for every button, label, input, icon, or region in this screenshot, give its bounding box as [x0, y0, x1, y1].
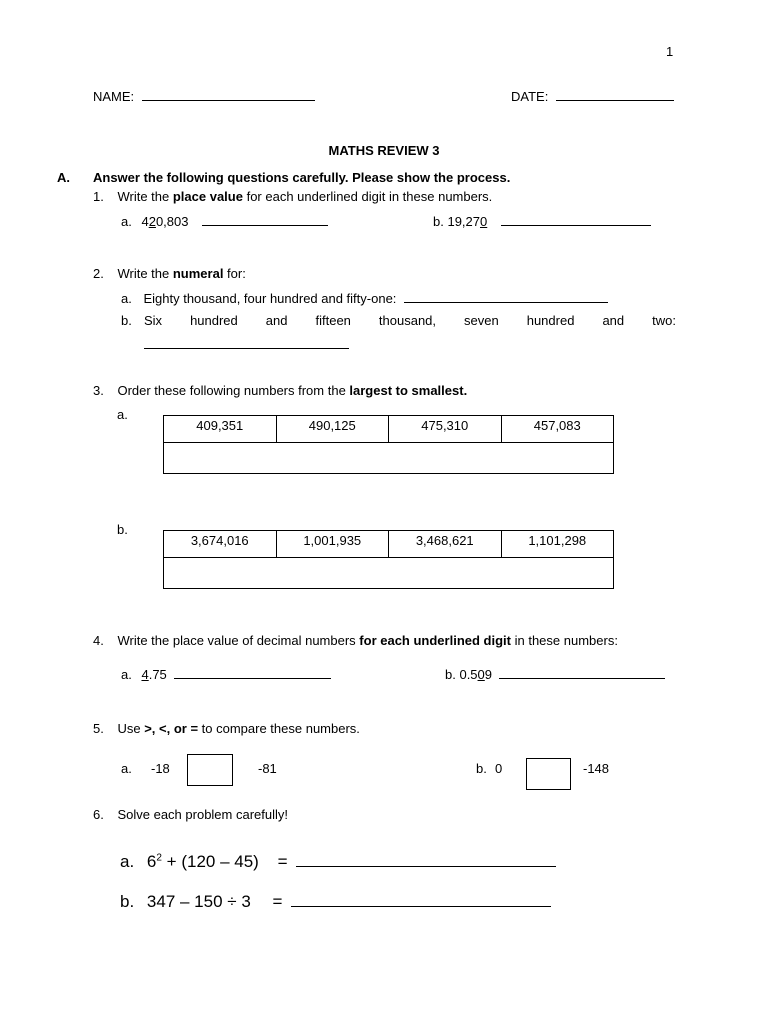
q3a-number-cell: 409,351 [164, 416, 277, 443]
q4a-answer-blank[interactable] [174, 666, 331, 679]
q5a-compare-box[interactable] [187, 754, 233, 786]
q6-number: 6. [93, 807, 104, 822]
q1-number: 1. [93, 189, 104, 204]
q1b-label: b. [433, 214, 444, 229]
q6a-answer-blank[interactable] [296, 852, 556, 867]
q2-part-a [121, 290, 608, 306]
q1a-pre: 4 [141, 214, 149, 229]
q3a-number-table [163, 415, 614, 474]
q3b-number-table [163, 530, 614, 589]
page-title: MATHS REVIEW 3 [328, 143, 440, 158]
q6a-exponent: 2 [156, 852, 162, 864]
q2b-text [144, 313, 676, 328]
q1b-underlined-digit: 0 [480, 214, 488, 229]
name-field [93, 88, 315, 104]
q3b-number-cell: 1,001,935 [276, 531, 389, 558]
q6a-rest: + (120 – 45) [161, 852, 259, 871]
q6-text: Solve each problem carefully! [117, 807, 288, 822]
q2a-label: a. [121, 291, 132, 306]
q1-part-b [433, 213, 651, 229]
q5-text-pre: Use [117, 721, 145, 736]
q2a-answer-blank[interactable] [404, 290, 608, 303]
q6a-expression [147, 852, 259, 871]
question-1 [93, 189, 492, 204]
q1-text-post: for each underlined digit in these numbers. [242, 189, 493, 204]
q2b-word: hundred [526, 313, 575, 328]
q4a-label: a. [121, 667, 132, 682]
q1a-number [141, 214, 188, 229]
q6a-label: a. [120, 852, 135, 871]
q3a-answer-cell[interactable] [164, 443, 614, 474]
q6a-base: 6 [146, 852, 157, 871]
q1-text-bold: place value [172, 189, 243, 204]
name-blank[interactable] [142, 88, 315, 101]
q5-text-bold: >, <, or = [144, 721, 199, 736]
q1a-post: 0,803 [155, 214, 189, 229]
q3-text-bold: largest to smallest. [349, 383, 468, 398]
q3a-number-cell: 457,083 [501, 416, 614, 443]
q6-part-b [120, 892, 551, 912]
page-number: 1 [666, 44, 674, 59]
q4b-label: b. [445, 667, 456, 682]
q3a-answer-row [164, 443, 614, 474]
q5b-label: b. [476, 761, 487, 776]
q4b-post: 9 [484, 667, 493, 682]
q3a-numbers-row [164, 416, 614, 443]
q3b-answer-cell[interactable] [164, 558, 614, 589]
q4-part-a [121, 666, 331, 682]
section-instruction: Answer the following questions carefully. Please show the process. [93, 170, 511, 185]
q2b-label: b. [121, 313, 132, 328]
q1a-label: a. [121, 214, 132, 229]
q5a-right-number: -81 [258, 761, 277, 776]
date-label: DATE: [511, 89, 549, 104]
q4a-underlined-digit: 4 [141, 667, 149, 682]
q4-part-b [445, 666, 665, 682]
q5a-left-number: -18 [151, 761, 170, 776]
q2b-answer-line [144, 336, 349, 352]
q2-text-bold: numeral [172, 266, 224, 281]
q2b-word: Six [144, 313, 163, 328]
q1a-answer-blank[interactable] [202, 213, 328, 226]
q4a-number [141, 667, 166, 682]
name-label: NAME: [93, 89, 135, 104]
q3a-label: a. [117, 407, 128, 422]
q2b-answer-blank[interactable] [144, 336, 349, 349]
q2-text-post: for: [223, 266, 246, 281]
q3b-answer-row [164, 558, 614, 589]
q3-number: 3. [93, 383, 104, 398]
q5-number: 5. [93, 721, 104, 736]
q6b-label: b. [120, 892, 135, 911]
q6b-equals: = [272, 892, 283, 911]
q2-text-pre: Write the [117, 266, 173, 281]
q2b-word: and [602, 313, 625, 328]
q4a-post: .75 [148, 667, 167, 682]
q4-number: 4. [93, 633, 104, 648]
q6b-answer-blank[interactable] [291, 892, 551, 907]
q1b-answer-blank[interactable] [501, 213, 651, 226]
q6-part-a [120, 852, 556, 872]
q4b-underlined-digit: 0 [477, 667, 485, 682]
q5b-left-number: 0 [495, 761, 503, 776]
q1-part-a [121, 213, 328, 229]
q3b-numbers-row [164, 531, 614, 558]
q6b-expression: 347 – 150 ÷ 3 [146, 892, 251, 911]
q6a-equals: = [277, 852, 288, 871]
q3b-label: b. [117, 522, 128, 537]
q3a-number-cell: 490,125 [276, 416, 389, 443]
q1b-pre: 19,27 [447, 214, 481, 229]
q4b-number [459, 667, 492, 682]
q2b-word: fifteen [315, 313, 351, 328]
question-3 [93, 383, 467, 398]
q4b-answer-blank[interactable] [499, 666, 665, 679]
question-5 [93, 721, 360, 736]
q2b-word: two: [652, 313, 676, 328]
question-2 [93, 266, 246, 281]
q1-text-pre: Write the [117, 189, 173, 204]
question-6 [93, 807, 288, 822]
q5b-right-number: -148 [583, 761, 610, 776]
q2b-word: thousand, [378, 313, 437, 328]
q2-number: 2. [93, 266, 104, 281]
q5-text-post: to compare these numbers. [198, 721, 360, 736]
date-blank[interactable] [556, 88, 674, 101]
q1b-number [447, 214, 487, 229]
q2a-text: Eighty thousand, four hundred and fifty-one: [143, 291, 397, 306]
q5b-compare-box[interactable] [526, 758, 571, 790]
q3b-number-cell: 3,468,621 [389, 531, 502, 558]
q3a-number-cell: 475,310 [389, 416, 502, 443]
q2b-word: hundred [190, 313, 238, 328]
date-field [511, 88, 674, 104]
q3b-number-cell: 3,674,016 [164, 531, 277, 558]
q2b-word: seven [464, 313, 499, 328]
q4-text-pre: Write the place value of decimal numbers [117, 633, 360, 648]
section-letter: A. [57, 170, 70, 185]
q4-text-bold: for each underlined digit [359, 633, 511, 648]
q4-text-post: in these numbers: [510, 633, 618, 648]
q1a-underlined-digit: 2 [148, 214, 156, 229]
q5a-label: a. [121, 761, 132, 776]
question-4 [93, 633, 618, 648]
q2b-word: and [265, 313, 288, 328]
q3b-number-cell: 1,101,298 [501, 531, 614, 558]
q3-text-pre: Order these following numbers from the [117, 383, 350, 398]
q4b-pre: 0.5 [459, 667, 478, 682]
